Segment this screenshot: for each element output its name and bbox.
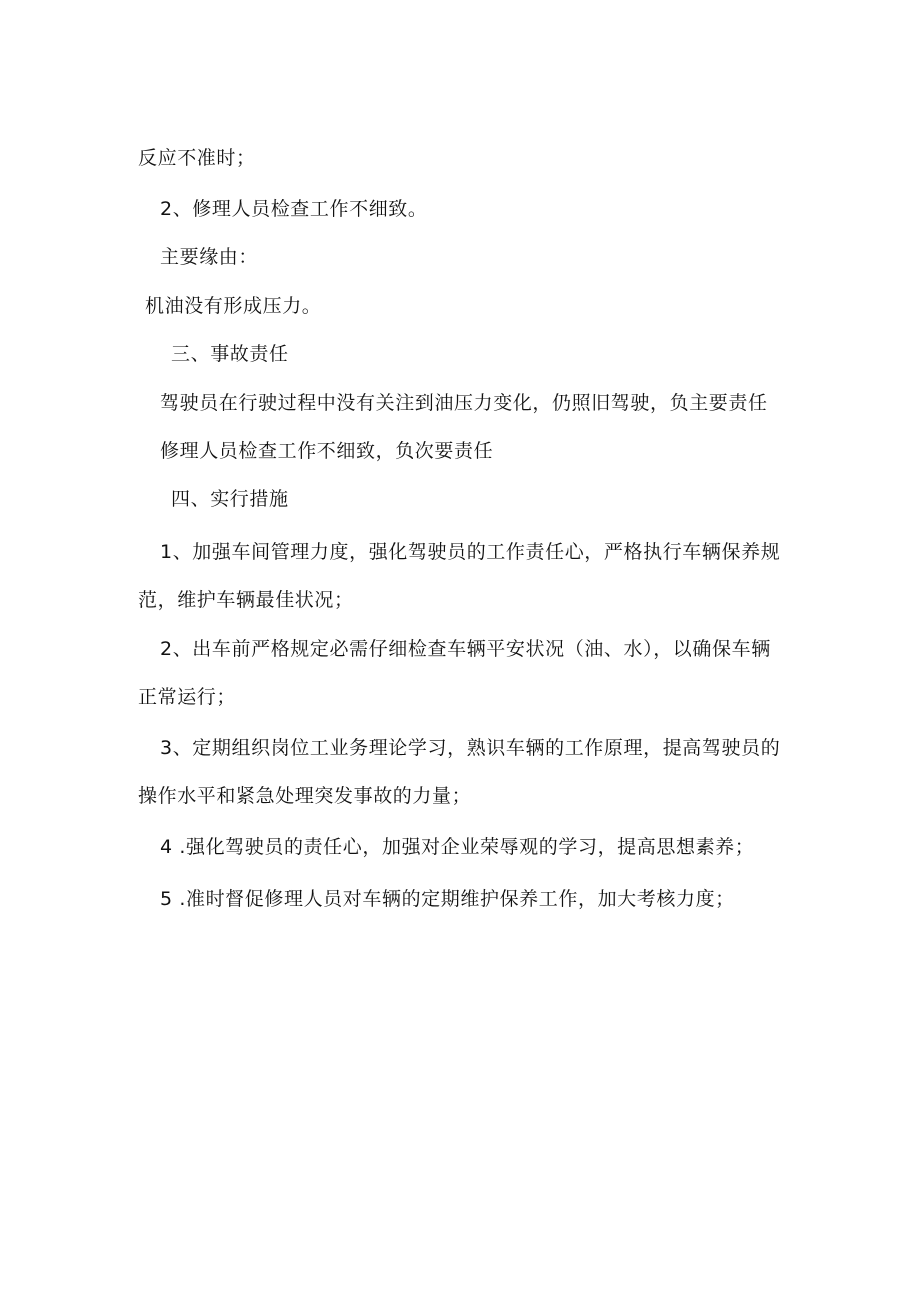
- section-heading-responsibility: 三、事故责任: [171, 343, 289, 365]
- text-line-measure-4: 4 .强化驾驶员的责任心，加强对企业荣辱观的学习，提高思想素养；: [160, 836, 755, 858]
- text-line-cause: 机油没有形成压力。: [145, 295, 322, 317]
- text-line-measure-2: 2、出车前严格规定必需仔细检查车辆平安状况（油、水），以确保车辆: [160, 638, 771, 660]
- section-heading-measures: 四、实行措施: [171, 488, 289, 510]
- text-line-measure-1: 1、加强车间管理力度，强化驾驶员的工作责任心，严格执行车辆保养规: [160, 541, 781, 563]
- text-line-continuation: 反应不准时；: [138, 147, 256, 169]
- text-line-measure-3: 3、定期组织岗位工业务理论学习，熟识车辆的工作原理，提高驾驶员的: [160, 737, 781, 759]
- text-line-label: 主要缘由：: [160, 246, 259, 268]
- text-line-measure-3-cont: 操作水平和紧急处理突发事故的力量；: [138, 785, 472, 807]
- text-line-primary-responsibility: 驾驶员在行驶过程中没有关注到油压力变化，仍照旧驾驶，负主要责任: [160, 392, 768, 414]
- text-line-measure-1-cont: 范，维护车辆最佳状况；: [138, 589, 354, 611]
- text-line-secondary-responsibility: 修理人员检查工作不细致，负次要责任: [160, 440, 494, 462]
- text-line-measure-5: 5 .准时督促修理人员对车辆的定期维护保养工作，加大考核力度；: [160, 888, 735, 910]
- text-line-measure-2-cont: 正常运行；: [138, 686, 237, 708]
- text-line-item: 2、修理人员检查工作不细致。: [160, 198, 428, 220]
